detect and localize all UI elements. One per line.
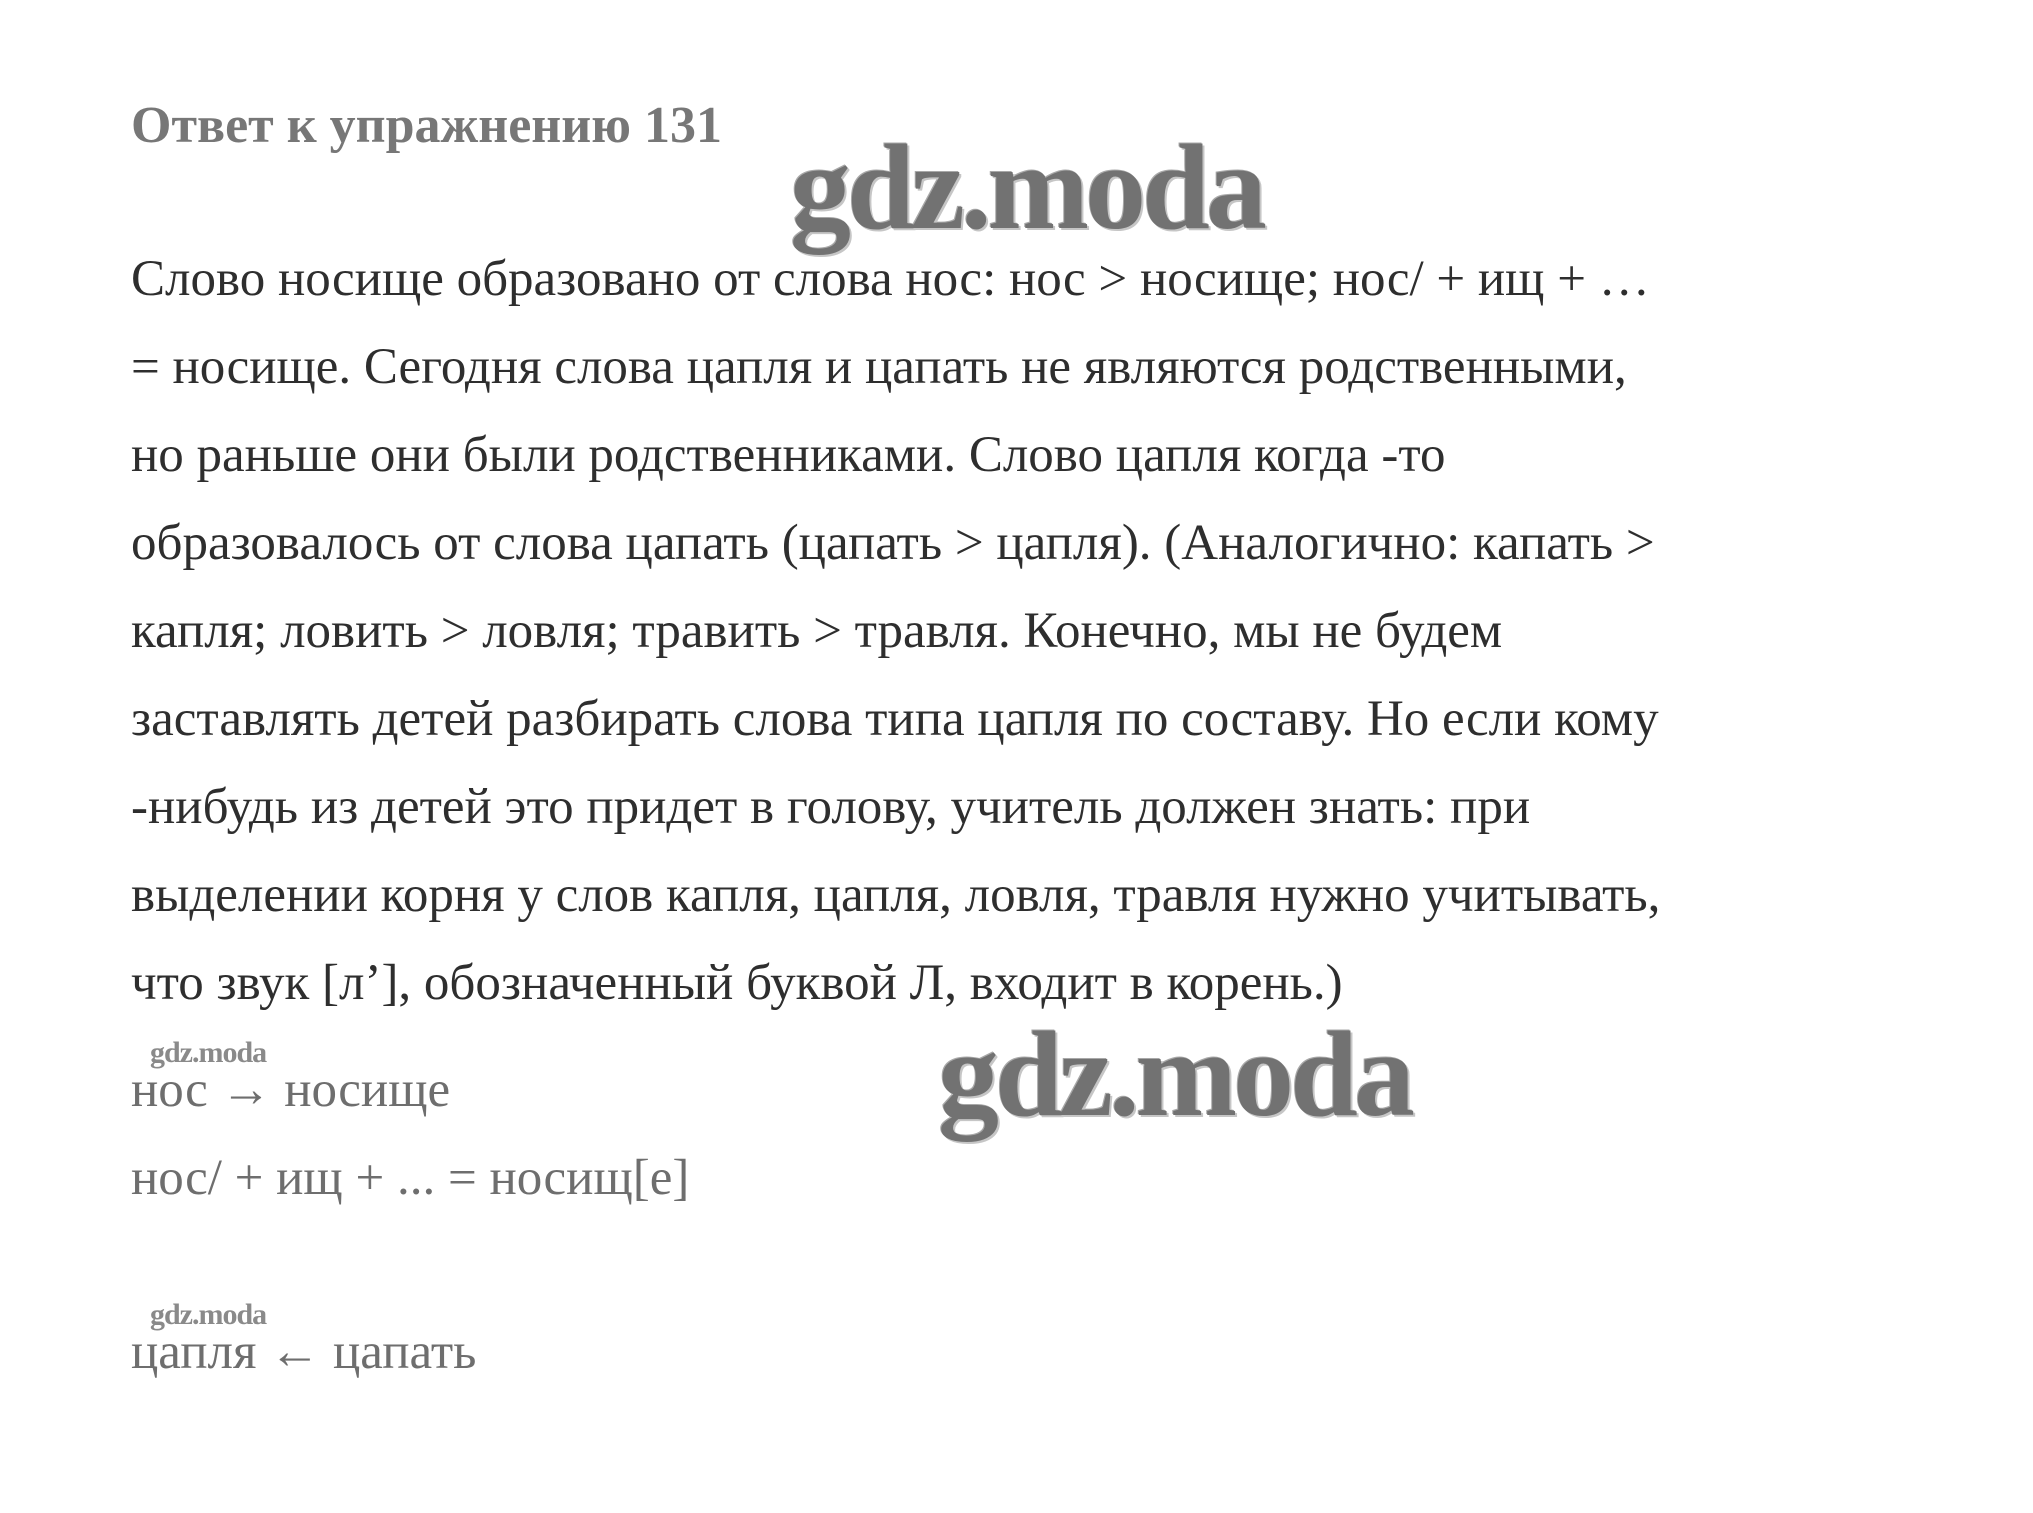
watermark-logo-top: gdz.moda [790, 120, 1263, 255]
derivation-note: нос/ + ищ + ... = носищ[е] [131, 1150, 690, 1206]
derivation-note: цапля ← цапать [131, 1324, 477, 1380]
watermark-logo-middle: gdz.moda [938, 1007, 1411, 1142]
answer-line: заставлять детей разбирать слова типа цапля по составу. Но если кому [131, 691, 1659, 747]
answer-line: образовалось от слова цапать (цапать > цапля). (Аналогично: капать > [131, 515, 1655, 571]
derivation-note: нос → носище [131, 1062, 451, 1118]
answer-line: -нибудь из детей это придет в голову, учитель должен знать: при [131, 779, 1531, 835]
watermark-small-1: gdz.moda [150, 1036, 267, 1069]
answer-line: = носище. Сегодня слова цапля и цапать не являются родственными, [131, 339, 1627, 395]
answer-line: что звук [л’], обозначенный буквой Л, входит в корень.) [131, 955, 1343, 1011]
answer-line: капля; ловить > ловля; травить > травля. Конечно, мы не будем [131, 603, 1503, 659]
watermark-small-2: gdz.moda [150, 1298, 267, 1331]
answer-line: выделении корня у слов капля, цапля, ловля, травля нужно учитывать, [131, 867, 1661, 923]
answer-text [131, 235, 1921, 1027]
answer-line: Слово носище образовано от слова нос: нос > носище; нос/ + ищ + … [131, 251, 1650, 307]
answer-line: но раньше они были родственниками. Слово цапля когда -то [131, 427, 1446, 483]
page-title: Ответ к упражнению 131 [131, 97, 722, 154]
